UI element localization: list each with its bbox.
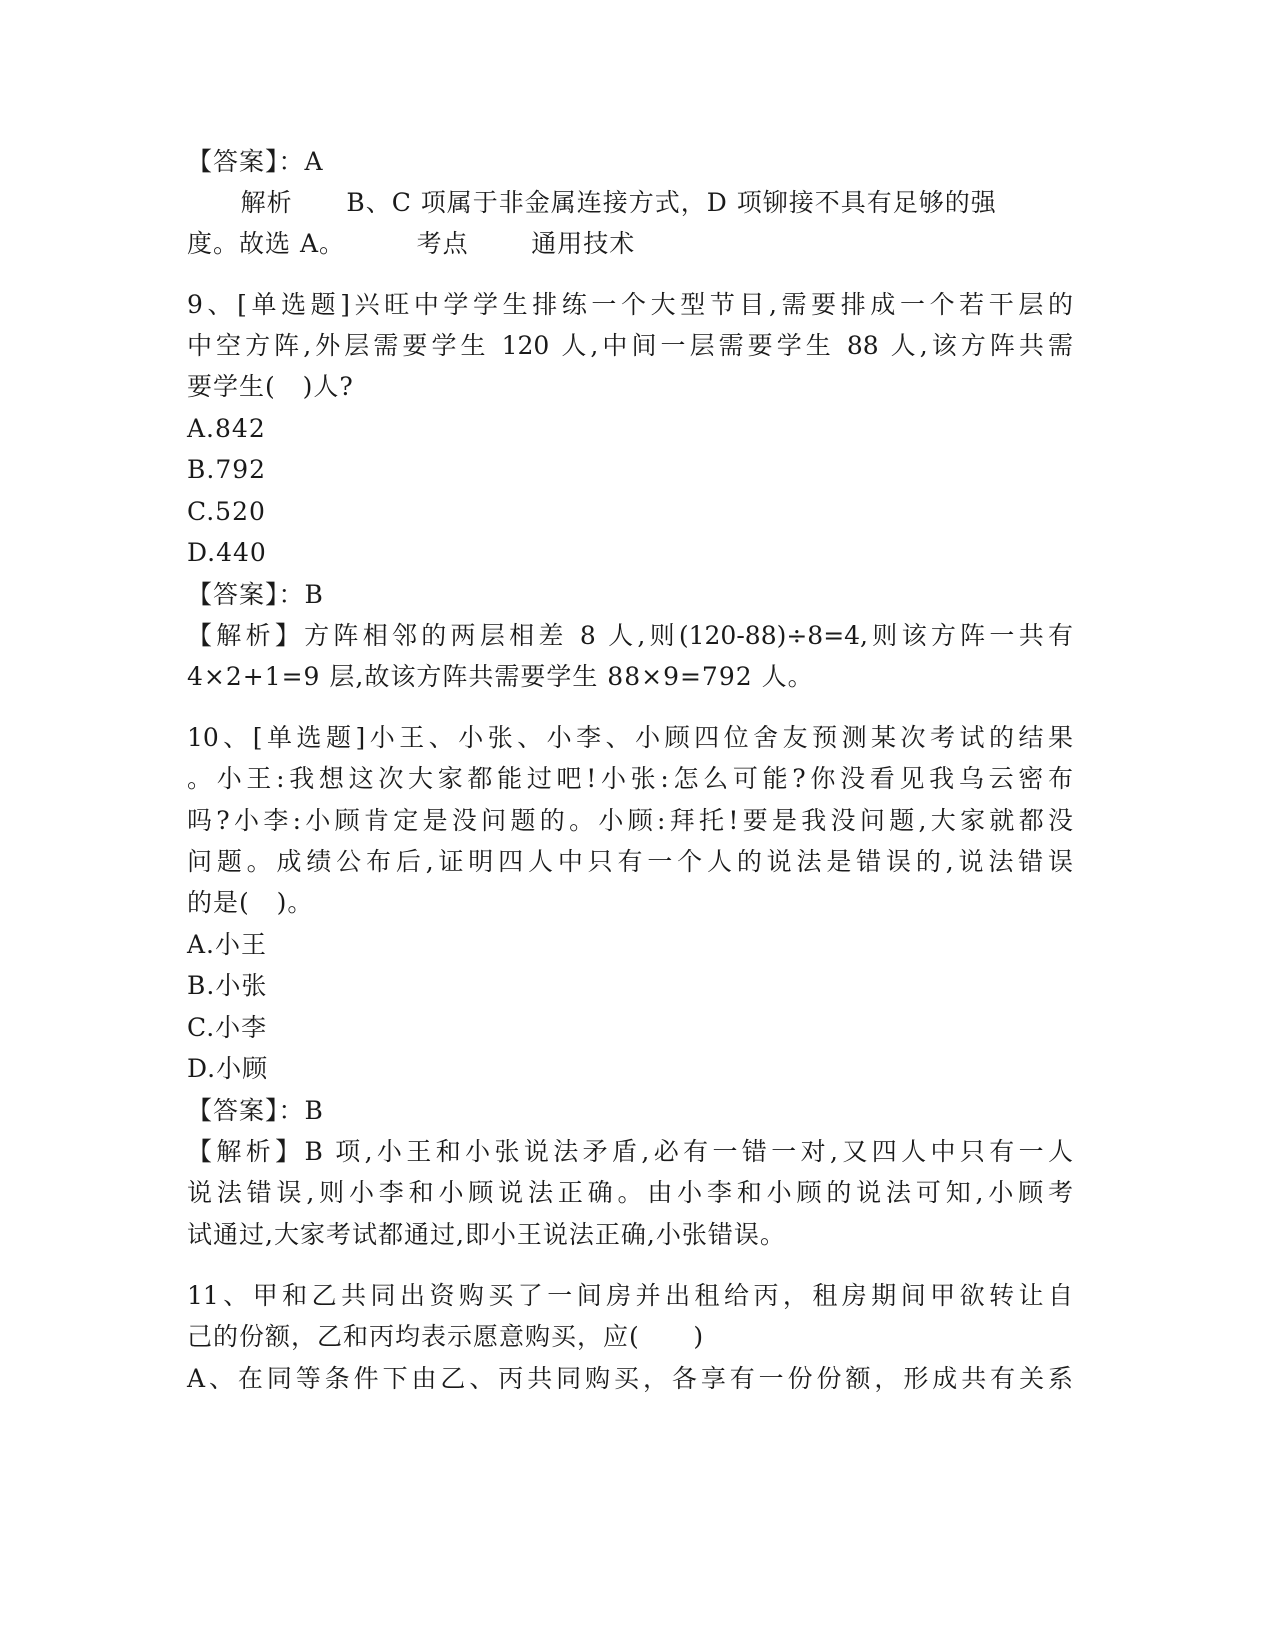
- q9-option-d: D.440: [187, 538, 267, 567]
- q10-stem-line-1: 10、[单选题]小王、小张、小李、小顾四位舍友预测某次考试的结果: [187, 723, 1073, 752]
- q10-analysis-line-3: 试通过,大家考试都通过,即小王说法正确,小张错误。: [187, 1220, 786, 1249]
- q10-option-a: A.小王: [187, 930, 268, 959]
- q10-option-d: D.小顾: [187, 1054, 269, 1083]
- q9-analysis-line-2: 4×2+1=9 层,故该方阵共需要学生 88×9=792 人。: [187, 662, 814, 691]
- q8-answer: 【答案】：A: [187, 147, 324, 176]
- q10-answer: 【答案】：B: [187, 1096, 324, 1125]
- q9-option-a: A.842: [187, 414, 266, 443]
- q10-analysis-line-2: 说法错误,则小李和小顾说法正确。由小李和小顾的说法可知,小顾考: [187, 1178, 1073, 1207]
- q9-analysis-line-1: 【解析】方阵相邻的两层相差 8 人,则(120-88)÷8=4,则该方阵一共有: [187, 621, 1073, 650]
- q11-stem-line-1: 11、甲和乙共同出资购买了一间房并出租给丙，租房期间甲欲转让自: [187, 1281, 1073, 1310]
- q10-stem-line-2: 。小王:我想这次大家都能过吧!小张:怎么可能?你没看见我乌云密布: [187, 764, 1073, 793]
- q10-stem-line-5: 的是( )。: [187, 888, 314, 917]
- q11-stem-line-2: 己的份额，乙和丙均表示愿意购买，应( ): [187, 1322, 705, 1351]
- q9-option-c: C.520: [187, 497, 266, 526]
- q9-stem-line-1: 9、[单选题]兴旺中学学生排练一个大型节目,需要排成一个若干层的: [187, 290, 1073, 319]
- q9-option-b: B.792: [187, 455, 267, 484]
- q10-option-c: C.小李: [187, 1013, 268, 1042]
- q10-stem-line-3: 吗?小李:小顾肯定是没问题的。小顾:拜托!要是我没问题,大家就都没: [187, 806, 1073, 835]
- q8-analysis-line-2: 度。故选 A。 考点 通用技术: [187, 229, 636, 258]
- q9-stem-line-2: 中空方阵,外层需要学生 120 人,中间一层需要学生 88 人,该方阵共需: [187, 331, 1073, 360]
- q10-stem-line-4: 问题。成绩公布后,证明四人中只有一个人的说法是错误的,说法错误: [187, 847, 1073, 876]
- q9-answer: 【答案】：B: [187, 580, 324, 609]
- q8-analysis-line-1: 解析 B、C 项属于非金属连接方式，D 项铆接不具有足够的强: [187, 188, 997, 217]
- q10-analysis-line-1: 【解析】B 项,小王和小张说法矛盾,必有一错一对,又四人中只有一人: [187, 1137, 1073, 1166]
- q9-stem-line-3: 要学生( )人?: [187, 372, 354, 401]
- q11-option-a: A、在同等条件下由乙、丙共同购买，各享有一份份额，形成共有关系: [187, 1364, 1073, 1393]
- q10-option-b: B.小张: [187, 971, 268, 1000]
